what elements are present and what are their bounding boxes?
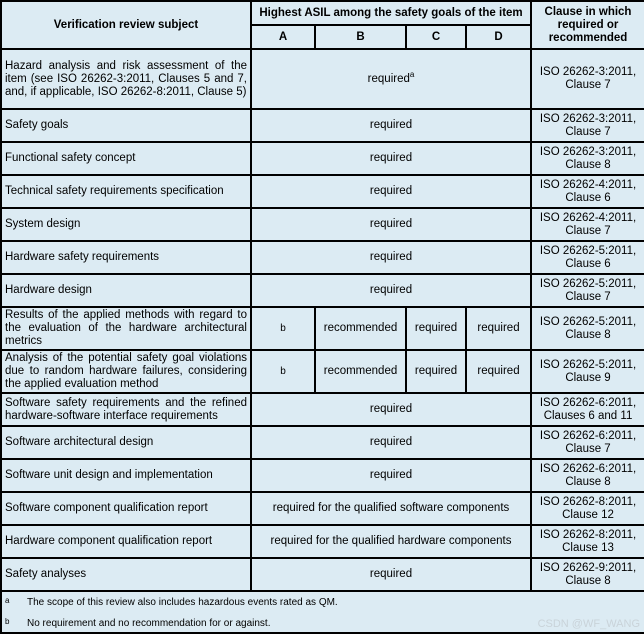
watermark: CSDN @WF_WANG bbox=[537, 618, 640, 630]
row-clause: ISO 26262-3:2011, Clause 7 bbox=[531, 49, 644, 109]
header-asil-a: A bbox=[251, 25, 315, 49]
row-clause: ISO 26262-3:2011, Clause 7 bbox=[531, 109, 644, 142]
row-asil-a: b bbox=[251, 307, 315, 350]
header-clause: Clause in which required or recommended bbox=[531, 1, 644, 49]
row-clause: ISO 26262-6:2011, Clauses 6 and 11 bbox=[531, 393, 644, 426]
row-requirement: required for the qualified software components bbox=[251, 492, 531, 525]
row-subject: Hardware design bbox=[1, 274, 251, 307]
row-clause: ISO 26262-8:2011, Clause 12 bbox=[531, 492, 644, 525]
row-requirement: required bbox=[251, 208, 531, 241]
row-clause: ISO 26262-4:2011, Clause 7 bbox=[531, 208, 644, 241]
row-requirement: required$^a$ bbox=[251, 49, 531, 109]
row-subject: System design bbox=[1, 208, 251, 241]
row-asil-a: b bbox=[251, 350, 315, 393]
footnote-text: The scope of this review also includes hazardous events rated as QM. bbox=[27, 597, 338, 608]
header-asil-group: Highest ASIL among the safety goals of the item bbox=[251, 1, 531, 25]
table-row bbox=[1, 492, 644, 525]
header-asil-d: D bbox=[466, 25, 531, 49]
row-asil-b: recommended bbox=[315, 307, 406, 350]
table-row bbox=[1, 393, 644, 426]
row-clause: ISO 26262-4:2011, Clause 6 bbox=[531, 175, 644, 208]
row-subject: Analysis of the potential safety goal violations due to random hardware failures, considering the applied evaluation method bbox=[1, 350, 251, 393]
table-row bbox=[1, 49, 644, 109]
footnote-mark: a bbox=[5, 596, 10, 605]
row-clause: ISO 26262-5:2011, Clause 6 bbox=[531, 241, 644, 274]
row-asil-d: required bbox=[466, 350, 531, 393]
row-requirement: required bbox=[251, 109, 531, 142]
row-asil-b: recommended bbox=[315, 350, 406, 393]
row-subject: Software safety requirements and the refined hardware-software interface requirements bbox=[1, 393, 251, 426]
table-row bbox=[1, 142, 644, 175]
row-requirement: required for the qualified hardware components bbox=[251, 525, 531, 558]
table-row bbox=[1, 274, 644, 307]
table-row bbox=[1, 109, 644, 142]
row-requirement: required bbox=[251, 274, 531, 307]
row-subject: Technical safety requirements specification bbox=[1, 175, 251, 208]
footnote-text: No requirement and no recommendation for or against. bbox=[27, 618, 271, 629]
row-subject: Software unit design and implementation bbox=[1, 459, 251, 492]
row-subject: Safety analyses bbox=[1, 558, 251, 591]
header-subject: Verification review subject bbox=[1, 1, 251, 49]
row-clause: ISO 26262-9:2011, Clause 8 bbox=[531, 558, 644, 591]
header-asil-b: B bbox=[315, 25, 406, 49]
table-row bbox=[1, 175, 644, 208]
row-requirement: required bbox=[251, 241, 531, 274]
row-asil-c: required bbox=[406, 350, 466, 393]
row-requirement: required bbox=[251, 426, 531, 459]
table-row bbox=[1, 459, 644, 492]
row-clause: ISO 26262-6:2011, Clause 8 bbox=[531, 459, 644, 492]
row-subject: Software component qualification report bbox=[1, 492, 251, 525]
footnote-mark: b bbox=[5, 617, 10, 626]
row-clause: ISO 26262-3:2011, Clause 8 bbox=[531, 142, 644, 175]
footnote-mark: a bbox=[409, 69, 415, 79]
row-clause: ISO 26262-5:2011, Clause 8 bbox=[531, 307, 644, 350]
table-row bbox=[1, 558, 644, 591]
row-requirement: required bbox=[251, 558, 531, 591]
row-clause: ISO 26262-6:2011, Clause 7 bbox=[531, 426, 644, 459]
row-subject: Results of the applied methods with regard to the evaluation of the hardware architectural metrics bbox=[1, 307, 251, 350]
row-subject: Hardware component qualification report bbox=[1, 525, 251, 558]
row-subject: Hardware safety requirements bbox=[1, 241, 251, 274]
row-clause: ISO 26262-8:2011, Clause 13 bbox=[531, 525, 644, 558]
row-clause: ISO 26262-5:2011, Clause 9 bbox=[531, 350, 644, 393]
row-clause: ISO 26262-5:2011, Clause 7 bbox=[531, 274, 644, 307]
table-row bbox=[1, 525, 644, 558]
header-asil-c: C bbox=[406, 25, 466, 49]
table-row bbox=[1, 350, 644, 393]
footnote-a bbox=[5, 596, 641, 609]
table-row bbox=[1, 307, 644, 350]
table-row bbox=[1, 241, 644, 274]
row-asil-d: required bbox=[466, 307, 531, 350]
table-row bbox=[1, 426, 644, 459]
table-row bbox=[1, 208, 644, 241]
row-subject: Software architectural design bbox=[1, 426, 251, 459]
row-subject: Safety goals bbox=[1, 109, 251, 142]
row-requirement: required bbox=[251, 393, 531, 426]
row-requirement: required bbox=[251, 142, 531, 175]
row-asil-c: required bbox=[406, 307, 466, 350]
row-subject: Functional safety concept bbox=[1, 142, 251, 175]
row-subject: Hazard analysis and risk assessment of the item (see ISO 26262-3:2011, Clauses 5 and 7, and, if applicable, ISO 26262-8:2011, Clause 5) bbox=[1, 49, 251, 109]
row-requirement: required bbox=[251, 459, 531, 492]
row-requirement: required bbox=[251, 175, 531, 208]
